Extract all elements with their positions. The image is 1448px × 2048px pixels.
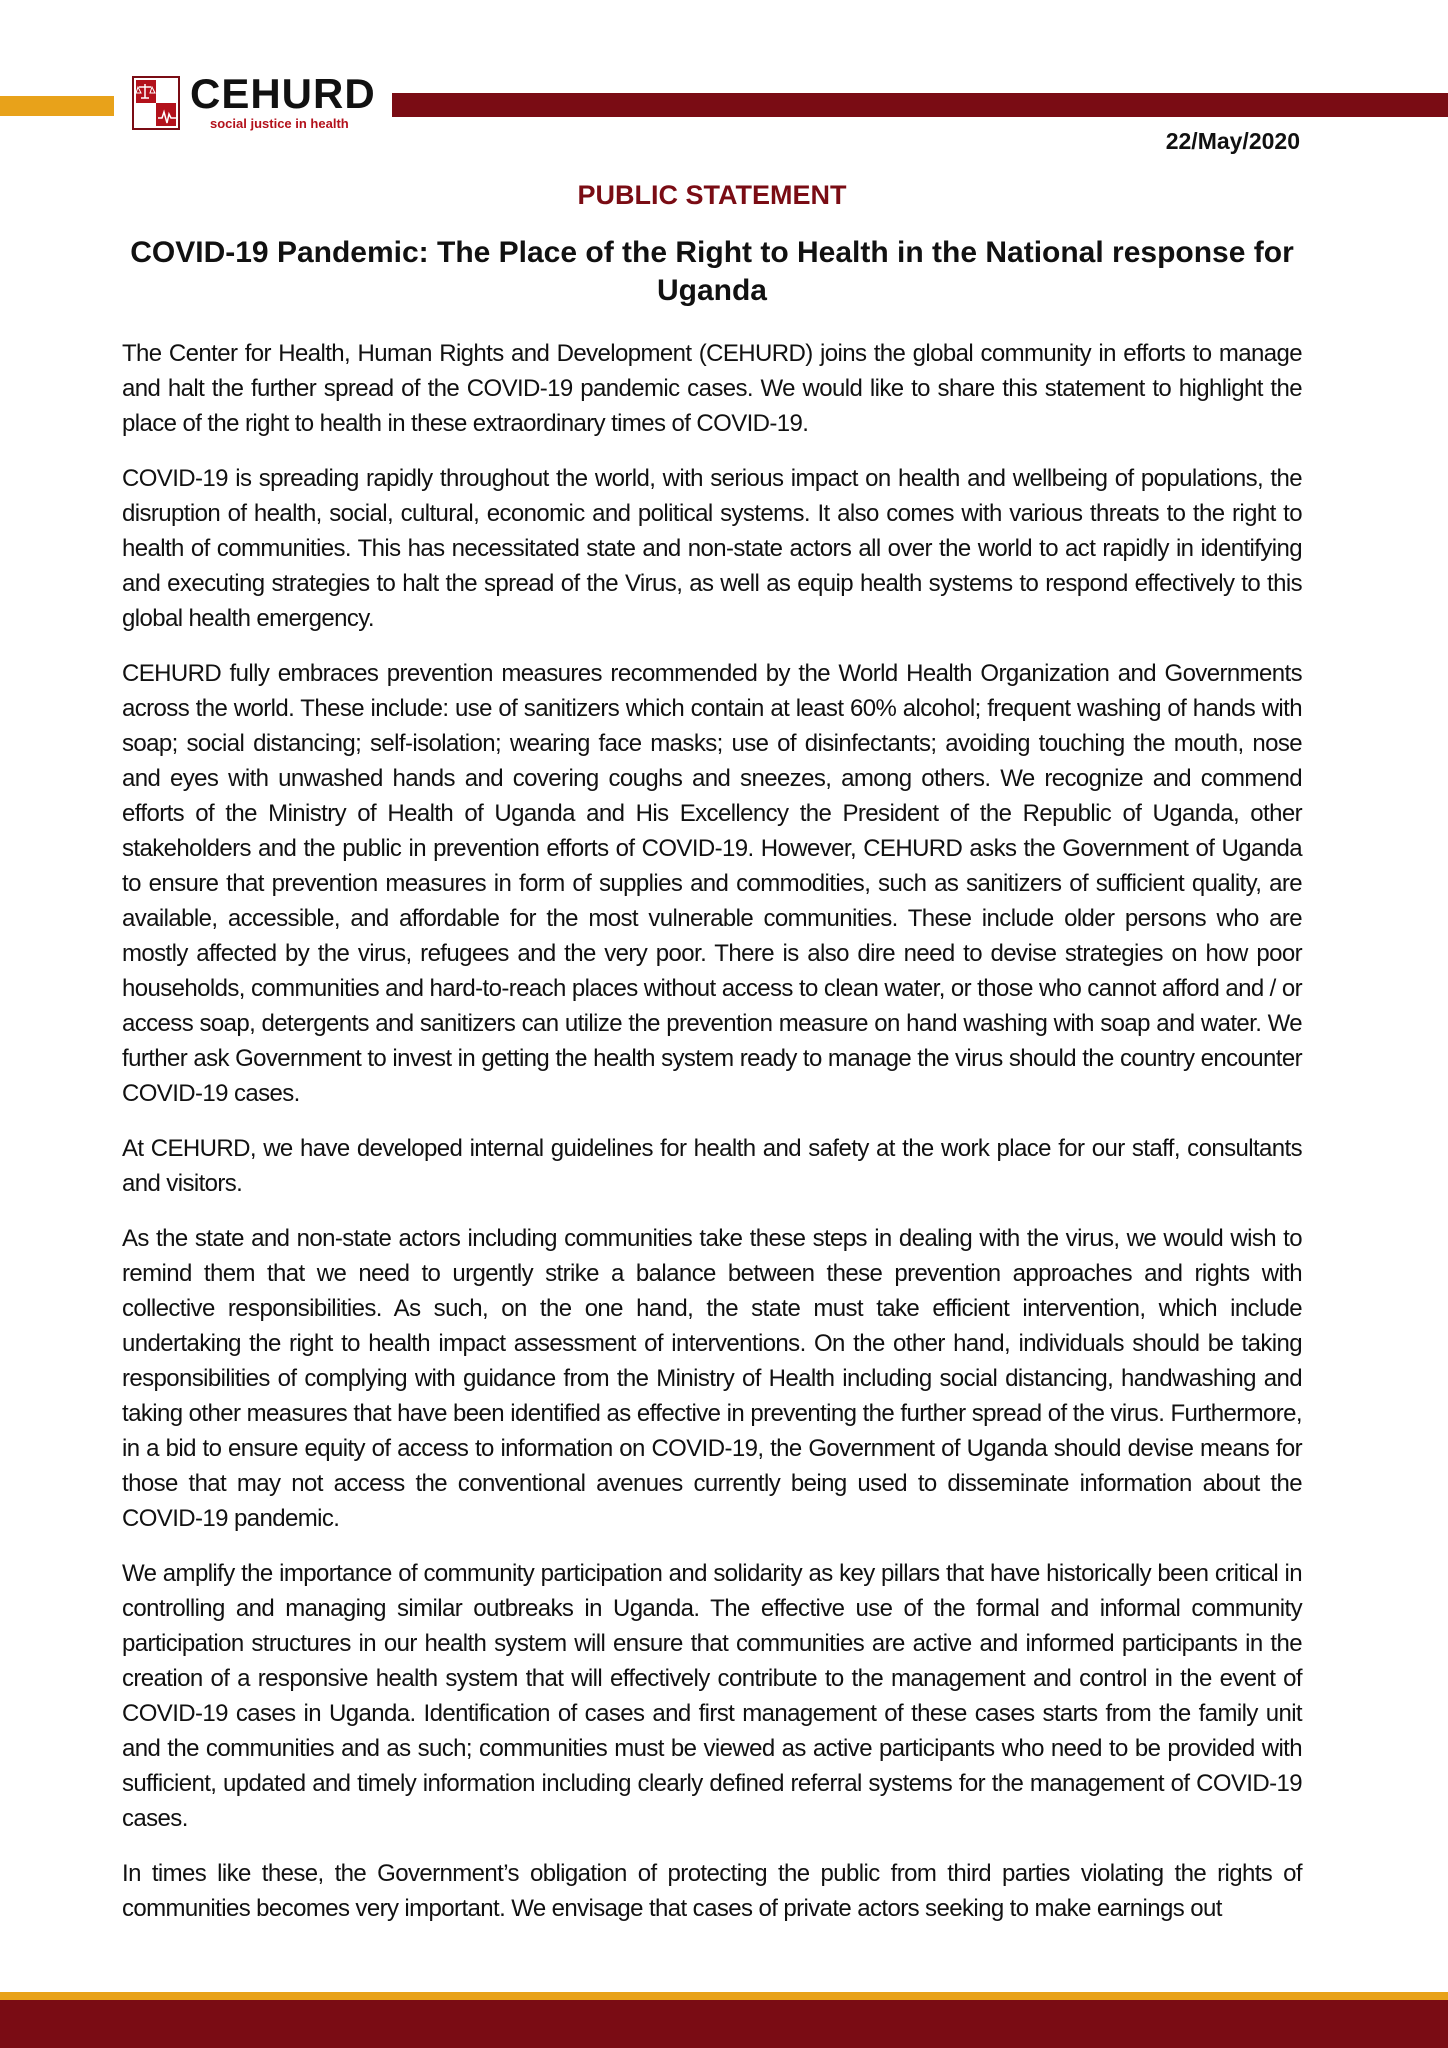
paragraph: As the state and non-state actors including communities take these steps in dealing with the virus, we would wish to remind them that we need to urgently strike a balance between these prevention approaches and rights with collective responsibilities. As such, on the one hand, the state must take efficient intervention, which include undertaking the right to health impact assessment of interventions. On the other hand, individuals should be taking responsibilities of complying with guidance from the Ministry of Health including social distancing, handwashing and taking other measures that have been identified as effective in preventing the further spread of the virus. Furthermore, in a bid to ensure equity of access to information on COVID-19, the Government of Uganda should devise means for those that may not access the conventional avenues currently being used to disseminate information about the COVID-19 pandemic.	[122, 1225, 1302, 1532]
paragraph: In times like these, the Government’s obligation of protecting the public from third parties violating the rights of communities becomes very important. We envisage that cases of private actors seeking to make earnings out	[122, 1860, 1302, 1922]
document-body	[122, 336, 1302, 1946]
logo-tagline: social justice in health	[210, 116, 349, 131]
paragraph: We amplify the importance of community participation and solidarity as key pillars that have historically been critical in controlling and managing similar outbreaks in Uganda. The effective use of the formal and informal community participation structures in our health system will ensure that communities are active and informed participants in the creation of a responsive health system that will effectively contribute to the management and control in the event of COVID-19 cases in Uganda. Identification of cases and first management of these cases starts from the family unit and the communities and as such; communities must be viewed as active participants who need to be provided with sufficient, updated and timely information including clearly defined referral systems for the management of COVID-19 cases.	[122, 1560, 1302, 1832]
logo-emblem-icon	[132, 76, 180, 130]
paragraph: The Center for Health, Human Rights and Development (CEHURD) joins the global community in efforts to manage and halt the further spread of the COVID-19 pandemic cases. We would like to share this statement to highlight the place of the right to health in these extraordinary times of COVID-19.	[122, 340, 1302, 437]
document-title: COVID-19 Pandemic: The Place of the Right to Health in the National response for Uganda	[130, 236, 1294, 307]
footer-maroon-bar	[0, 2000, 1448, 2048]
statement-date: 22/May/2020	[1165, 128, 1300, 154]
paragraph: CEHURD fully embraces prevention measures recommended by the World Health Organization and Governments across the world. These include: use of sanitizers which contain at least 60% alcohol; frequent washing of hands with soap; social distancing; self-isolation; wearing face masks; use of disinfectants; avoiding touching the mouth, nose and eyes with unwashed hands and covering coughs and sneezes, among others. We recognize and commend efforts of the Ministry of Health of Uganda and His Excellency the President of the Republic of Uganda, other stakeholders and the public in prevention efforts of COVID-19. However, CEHURD asks the Government of Uganda to ensure that prevention measures in form of supplies and commodities, such as sanitizers of sufficient quality, are available, accessible, and affordable for the most vulnerable communities. These include older persons who are mostly affected by the virus, refugees and the very poor. There is also dire need to devise strategies on how poor households, communities and hard-to-reach places without access to clean water, or those who cannot afford and / or access soap, detergents and sanitizers can utilize the prevention measure on hand washing with soap and water. We further ask Government to invest in getting the health system ready to manage the virus should the country encounter COVID-19 cases.	[122, 660, 1302, 1107]
footer-gold-strip	[0, 1992, 1448, 2000]
header-gold-bar	[0, 96, 114, 116]
logo-brand-name: CEHURD	[190, 70, 376, 117]
header-maroon-bar	[392, 93, 1448, 117]
document-label: PUBLIC STATEMENT	[577, 180, 847, 210]
cehurd-logo	[132, 70, 376, 134]
paragraph: COVID-19 is spreading rapidly throughout the world, with serious impact on health and wellbeing of populations, the disruption of health, social, cultural, economic and political systems. It also comes with various threats to the right to health of communities. This has necessitated state and non-state actors all over the world to act rapidly in identifying and executing strategies to halt the spread of the Virus, as well as equip health systems to respond effectively to this global health emergency.	[122, 465, 1302, 632]
paragraph: At CEHURD, we have developed internal guidelines for health and safety at the work place for our staff, consultants and visitors.	[122, 1135, 1302, 1197]
